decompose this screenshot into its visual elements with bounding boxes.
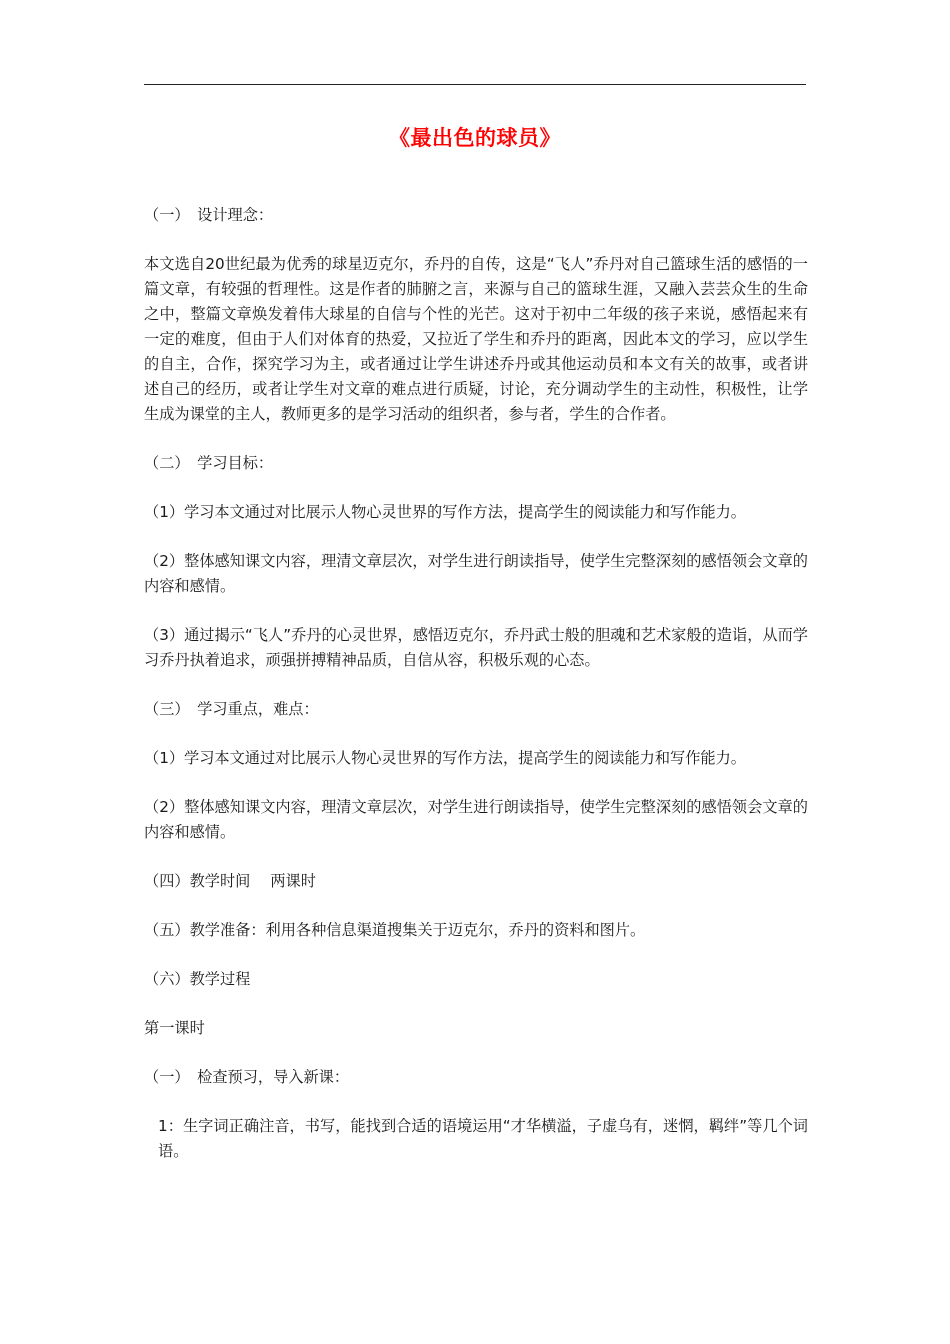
section-heading-design: （一） 设计理念：: [144, 206, 274, 224]
header-divider: [144, 84, 806, 85]
key-point-2: （2）整体感知课文内容，理清文章层次，对学生进行朗读指导，使学生完整深刻的感悟领会文章的内容和感情。: [144, 798, 808, 841]
section-heading-key-points: （三） 学习重点，难点：: [144, 700, 319, 718]
document-body: [144, 203, 808, 1164]
lesson-one-label: 第一课时: [144, 1019, 205, 1037]
preview-item-1: 1：生字词正确注音，书写，能找到合适的语境运用“才华横溢，子虚乌有，迷惘，羁绊”等几个词语。: [158, 1117, 808, 1160]
section-preparation: （五）教学准备：利用各种信息渠道搜集关于迈克尔，乔丹的资料和图片。: [144, 921, 646, 939]
section-heading-goals: （二） 学习目标：: [144, 454, 274, 472]
goal-item-1: （1）学习本文通过对比展示人物心灵世界的写作方法，提高学生的阅读能力和写作能力。: [144, 503, 746, 521]
section-teaching-time: （四）教学时间 两课时: [144, 872, 316, 890]
goal-item-3: （3）通过揭示“飞人”乔丹的心灵世界，感悟迈克尔，乔丹武士般的胆魂和艺术家般的造诣，从而学习乔丹执着追求，顽强拼搏精神品质，自信从容，积极乐观的心态。: [144, 626, 808, 669]
section-process: （六）教学过程: [144, 970, 251, 988]
goal-item-2: （2）整体感知课文内容，理清文章层次，对学生进行朗读指导，使学生完整深刻的感悟领会文章的内容和感情。: [144, 552, 808, 595]
step-heading-preview: （一） 检查预习，导入新课：: [144, 1068, 350, 1086]
design-paragraph: 本文选自20世纪最为优秀的球星迈克尔，乔丹的自传，这是“飞人”乔丹对自己篮球生活的感悟的一篇文章，有较强的哲理性。这是作者的肺腑之言，来源与自己的篮球生涯，又融入芸芸众生的生命之中，整篇文章焕发着伟大球星的自信与个性的光芒。这对于初中二年级的孩子来说，感悟起来有一定的难度，但由于人们对体育的热爱，又拉近了学生和乔丹的距离，因此本文的学习，应以学生的自主，合作，探究学习为主，或者通过让学生讲述乔丹或其他运动员和本文有关的故事，或者讲述自己的经历，或者让学生对文章的难点进行质疑，讨论，充分调动学生的主动性，积极性，让学生成为课堂的主人，教师更多的是学习活动的组织者，参与者，学生的合作者。: [144, 255, 808, 423]
key-point-1: （1）学习本文通过对比展示人物心灵世界的写作方法，提高学生的阅读能力和写作能力。: [144, 749, 746, 767]
document-title: 《最出色的球员》: [389, 126, 561, 150]
